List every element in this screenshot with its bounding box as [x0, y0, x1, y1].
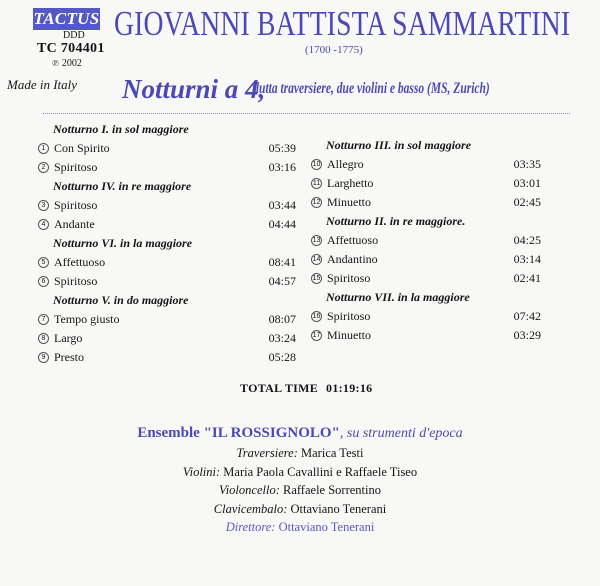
credit-role: Violoncello:: [219, 483, 280, 497]
track-name: Con Spirito: [54, 141, 110, 155]
credit-violoncello: [0, 481, 600, 500]
work-title: Notturni a 4,: [122, 74, 266, 104]
catalog-number: TC 704401: [37, 41, 105, 56]
credit-clavicembalo: [0, 500, 600, 519]
work-subtitle: flutta traversiere, due violini e basso (MS, Zurich): [252, 80, 490, 97]
track-row: [38, 253, 296, 272]
track-duration: 03:24: [268, 331, 296, 345]
track-number-icon: 12: [312, 199, 321, 206]
track-name: Allegro: [327, 157, 364, 171]
ensemble-prefix: Ensemble: [137, 425, 200, 441]
track-name: Spiritoso: [54, 198, 98, 212]
notturno-title: Notturno II. in re maggiore.: [326, 214, 466, 228]
total-time-label: TOTAL TIME: [240, 381, 319, 395]
track-duration: 04:44: [268, 217, 296, 231]
notturno-title: Notturno V. in do maggiore: [53, 293, 189, 307]
track-row: [38, 272, 296, 291]
notturno-title: Notturno III. in sol maggiore: [326, 138, 472, 152]
track-row: [38, 139, 296, 158]
made-in-label: Made in Italy: [7, 77, 78, 92]
track-number-icon: 13: [312, 237, 321, 244]
tracklist-left-column: [38, 120, 296, 367]
ensemble-subtitle: su strumenti d'epoca: [346, 426, 463, 441]
track-duration: 08:41: [268, 255, 296, 269]
track-name: Minuetto: [327, 328, 371, 342]
track-duration: 08:07: [268, 312, 296, 326]
credit-name: Ottaviano Tenerani: [278, 520, 375, 534]
notturno-title: Notturno VII. in la maggiore: [326, 290, 470, 304]
track-row: [311, 250, 541, 269]
track-row: [38, 196, 296, 215]
track-number-icon: 5: [38, 257, 49, 268]
track-row: [311, 231, 541, 250]
track-duration: 02:45: [513, 195, 541, 209]
credit-traversiere: [0, 444, 600, 463]
track-number-icon: 1: [38, 143, 49, 154]
track-duration: 03:16: [268, 160, 296, 174]
credit-role: Violini:: [182, 464, 221, 479]
tracklist-right-column: [311, 136, 541, 345]
track-duration: 03:35: [513, 157, 541, 171]
track-number-icon: 3: [38, 200, 49, 211]
track-row: [38, 158, 296, 177]
track-row: [311, 155, 541, 174]
track-name: Spiritoso: [327, 309, 371, 323]
track-name: Minuetto: [327, 195, 371, 209]
track-duration: 04:25: [513, 233, 541, 247]
credit-violini: [0, 463, 600, 482]
credit-name: Raffaele Sorrentino: [282, 483, 381, 497]
track-row: [311, 307, 541, 326]
track-name: Andantino: [327, 252, 378, 266]
track-name: Presto: [54, 350, 84, 364]
track-row: [311, 174, 541, 193]
track-row: [38, 215, 296, 234]
credit-name: Ottaviano Tenerani: [290, 501, 387, 516]
track-name: Affettuoso: [327, 233, 379, 247]
total-time-value: 01:19:16: [326, 381, 373, 395]
composer-dates: (1700 -1775): [305, 44, 363, 56]
track-duration: 05:28: [268, 350, 296, 364]
credit-director: [0, 518, 600, 537]
track-name: Larghetto: [327, 176, 374, 190]
track-row: [38, 329, 296, 348]
track-number-icon: 17: [312, 332, 321, 339]
track-duration: 07:42: [513, 309, 541, 323]
phonogram-year: [52, 57, 82, 70]
composer-name: GIOVANNI BATTISTA SAMMARTINI: [114, 4, 571, 43]
track-number-icon: 6: [38, 276, 49, 287]
track-name: Spiritoso: [54, 160, 98, 174]
track-duration: 03:01: [513, 176, 541, 190]
track-number-icon: 8: [38, 333, 49, 344]
notturno-title: Notturno VI. in la maggiore: [53, 236, 193, 250]
track-number-icon: 9: [38, 352, 49, 363]
track-number-icon: 11: [312, 180, 321, 187]
credit-name: Maria Paola Cavallini e Raffaele Tiseo: [223, 464, 418, 479]
track-row: [38, 348, 296, 367]
year-text: 2002: [61, 58, 82, 69]
credits-block: [0, 423, 600, 537]
track-row: [311, 193, 541, 212]
track-duration: 05:39: [268, 141, 296, 155]
phonogram-icon: ℗: [52, 58, 59, 68]
notturno-title: Notturno I. in sol maggiore: [53, 122, 189, 136]
track-number-icon: 15: [312, 275, 321, 282]
ensemble-name: "IL ROSSIGNOLO": [203, 425, 340, 441]
ensemble-line: [0, 423, 600, 444]
header-divider: [43, 113, 570, 114]
track-name: Andante: [54, 217, 95, 231]
total-time: [240, 380, 372, 396]
track-row: [38, 310, 296, 329]
credit-role: Traversiere:: [236, 446, 298, 460]
ensemble-comma: ,: [339, 426, 347, 441]
track-duration: 03:29: [513, 328, 541, 342]
track-name: Affettuoso: [54, 255, 106, 269]
track-name: Tempo giusto: [54, 312, 120, 326]
track-duration: 03:44: [268, 198, 296, 212]
track-duration: 03:14: [513, 252, 541, 266]
track-name: Spiritoso: [327, 271, 371, 285]
track-number-icon: 4: [38, 219, 49, 230]
track-duration: 04:57: [268, 274, 296, 288]
credit-role: Direttore:: [225, 520, 276, 534]
notturno-title: Notturno IV. in re maggiore: [53, 179, 192, 193]
track-row: [311, 326, 541, 345]
track-name: Spiritoso: [54, 274, 98, 288]
credit-role: Clavicembalo:: [213, 501, 288, 516]
track-row: [311, 269, 541, 288]
track-number-icon: 16: [312, 313, 321, 320]
track-number-icon: 2: [38, 162, 49, 173]
track-number-icon: 7: [38, 314, 49, 325]
credit-name: Marica Testi: [301, 446, 364, 460]
track-name: Largo: [54, 331, 83, 345]
ddd-code: DDD: [63, 30, 85, 41]
track-number-icon: 14: [312, 256, 321, 263]
track-duration: 02:41: [513, 271, 541, 285]
tactus-logo: TACTUS: [33, 9, 100, 28]
track-number-icon: 10: [312, 161, 321, 168]
